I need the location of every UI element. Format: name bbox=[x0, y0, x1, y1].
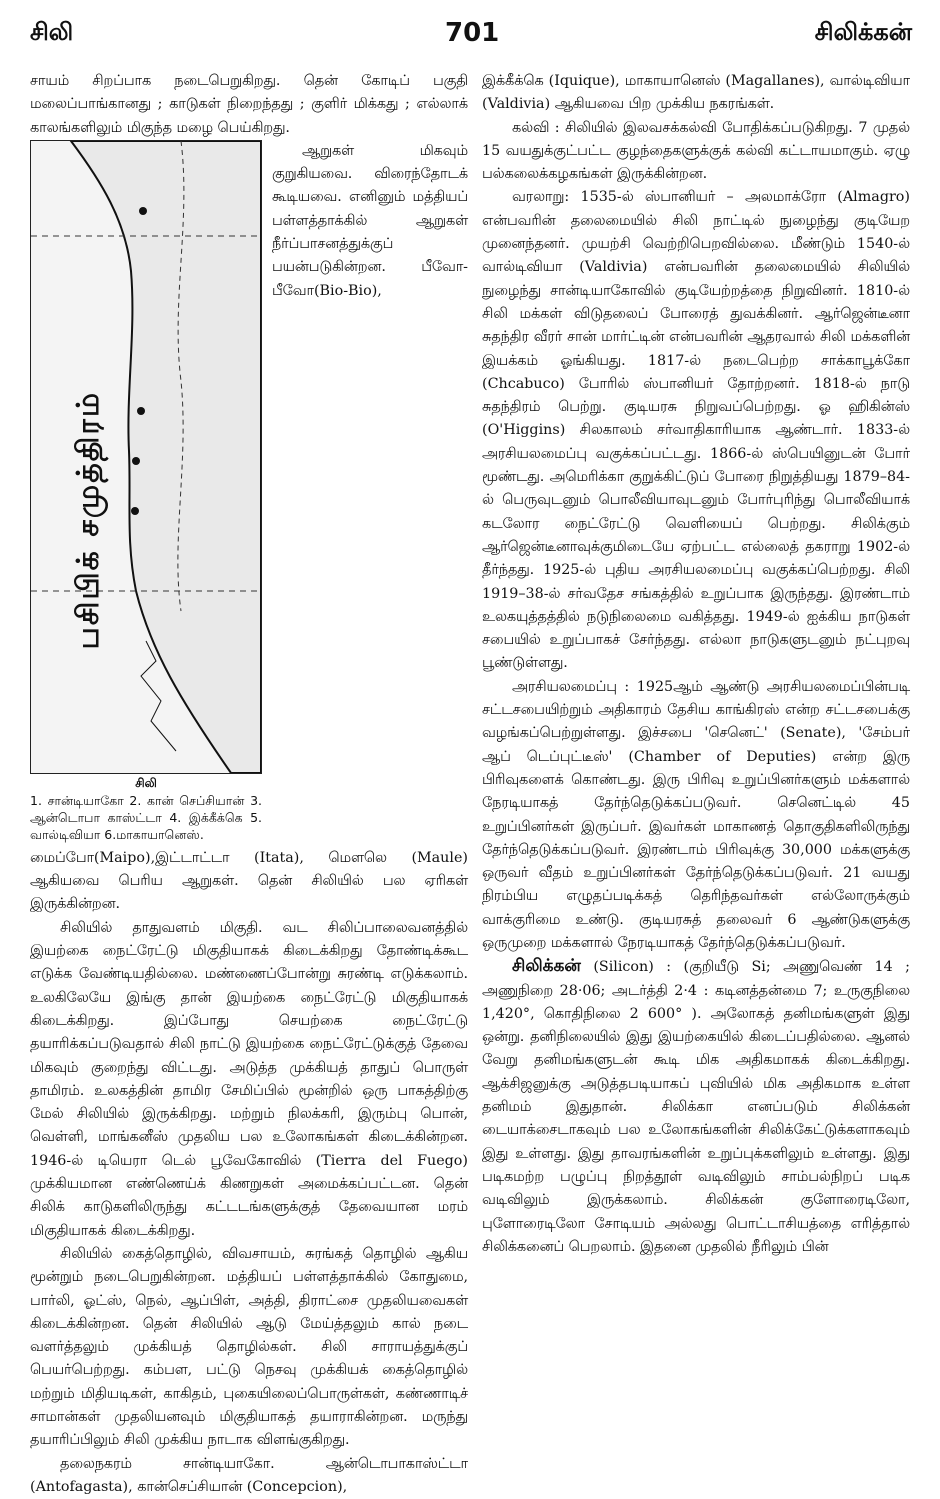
map-legend: 1. சான்டியாகோ 2. கான் செப்சியான் 3. ஆன்டொபா காஸ்ட்டா 4. இக்கீக்கெ 5. வால்டிவியா 6.மாகாயானெஸ். bbox=[30, 792, 262, 842]
running-head-right: சிலிக்கன் bbox=[814, 18, 912, 46]
intro-paragraph: சாயம் சிறப்பாக நடைபெறுகிறது. தென் கோடிப் பகுதி மலைப்பாங்கானது ; காடுகள் நிறைந்தது ; குளிர் மிக்கது ; எல்லாக் காலங்களிலும் மிகுந்த மழை பெய்கிறது. bbox=[30, 73, 468, 136]
entry-title: சிலிக்கன் bbox=[512, 956, 581, 977]
rivers-paragraph: ஆறுகள் மிகவும் குறுகியவை. விரைந்தோடக் கூடியவை. எனினும் மத்தியப் பள்ளத்தாக்கில் ஆறுகள் நீர்ப்பாசனத்துக்குப் பயன்படுகின்றன. பீவோ-பீவோ(Bio-Bio), மைப்போ(Maipo),இட்டாட்டா (Itata), மௌலெ (Maule) ஆகியவை பெரிய ஆறுகள். தென் சிலியில் பல ஏரிகள் இருக்கின்றன. bbox=[30, 142, 468, 913]
capital-paragraph: தலைநகரம் சான்டியாகோ. ஆன்டொபாகாஸ்ட்டா (Antofagasta), கான்செப்சியான் (Concepcion), bbox=[30, 1455, 468, 1495]
cities-paragraph: இக்கீக்கெ (Iquique), மாகாயானெஸ் (Magallanes), வால்டிவியா (Valdivia) ஆகியவை பிற முக்கிய நகரங்கள். bbox=[482, 73, 910, 113]
page-number: 701 bbox=[445, 18, 500, 48]
chile-map-figure bbox=[30, 140, 262, 843]
minerals-paragraph: சிலியில் தாதுவளம் மிகுதி. வட சிலிப்பாலைவனத்தில் இயற்கை நைட்ரேட்டு மிகுதியாகக் கிடைக்கிறது தோண்டிக்கூட எடுக்க வேண்டியதில்லை. மண்ணைப்போன்று சுரண்டி எடுக்கலாம். உலகிலேயே இங்கு தான் இயற்கை நைட்ரேட்டு மிகுதியாகக் கிடைக்கிறது. இப்போது செயற்கை நைட்ரேட்டு தயாரிக்கப்படுவதால் சிலி நாட்டு இயற்கை நைட்ரேட்டுக்குத் தேவை மிகவும் குறைந்து விட்டது. அடுத்த முக்கியத் தாதுப் பொருள் தாமிரம். உலகத்தின் தாமிர சேமிப்பில் மூன்றில் ஒரு பாகத்திற்கு மேல் சிலியில் இருக்கிறது. மற்றும் நிலக்கரி, இரும்பு பொன், வெள்ளி, மாங்கனீஸ் முதலிய பல உலோகங்கள் கிடைக்கின்றன. 1946-ல் டியெரா டெல் பூவேகோவில் (Tierra del Fuego) முக்கியமான எண்ணெய்க் கிணறுகள் அமைக்கப்பட்டன. தென் சிலிக் காடுகளிலிருந்து கட்டடங்களுக்குத் தேவையான மரம் மிகுதியாகக் கிடைக்கிறது. bbox=[30, 919, 468, 1239]
government-paragraph: அரசியலமைப்பு : 1925ஆம் ஆண்டு அரசியலமைப்பின்படி சட்டசபையிற்றும் அதிகாரம் தேசிய காங்கிரஸ் என்ற சட்டசபைக்கு வழங்கப்பெற்றுள்ளது. இச்சபை 'செனெட்' (Senate), 'சேம்பர் ஆப் டெப்புட்டீஸ்' (Chamber of Deputies) என்ற இரு பிரிவுகளைக் கொண்டது. இரு பிரிவு உறுப்பினர்களும் மக்களால் நேரடியாகத் தேர்ந்தெடுக்கப்படுவர். செனெட்டில் 45 உறுப்பினர்கள் இருப்பர். இவர்கள் மாகாணத் தொகுதிகளிலிருந்து தேர்ந்தெடுக்கப்படுவர். இரண்டாம் பிரிவுக்கு 30,000 மக்களுக்கு ஒருவர் வீதம் உறுப்பினர்கள் தேர்ந்தெடுக்கப்படுவர். 21 வயது நிரம்பிய எழுதப்படிக்கத் தெரிந்தவர்கள் எல்லோருக்கும் வாக்குரிமை உண்டு. குடியரசுத் தலைவர் 6 ஆண்டுகளுக்கு ஒருமுறை மக்களால் நேரடியாகத் தேர்ந்தெடுக்கப்படுவர். bbox=[482, 678, 910, 951]
history-paragraph: வரலாறு: 1535-ல் ஸ்பானியர் – அலமாக்ரோ (Almagro) என்பவரின் தலைமையில் சிலி நாட்டில் நுழைந்து குடியேற முனைந்தனர். முயற்சி வெற்றிபெறவில்லை. மீண்டும் 1540-ல் வால்டிவியா (Valdivia) என்பவரின் தலைமையில் சிலியில் நுழைந்து சான்டியாகோவில் குடியேற்றத்தை நிறுவினர். 1810-ல் சிலி மக்கள் விடுதலைப் போரைத் துவக்கினர். ஆர்ஜென்டீனா சுதந்திர வீரர் சான் மார்ட்டின் என்பவரின் ஆதரவால் சிலி மக்களின் இயக்கம் ஓங்கியது. 1817-ல் நடைபெற்ற சாக்காபூக்கோ (Chcabuco) போரில் ஸ்பானியர் தோற்றனர். 1818-ல் நாடு சுதந்திரம் பெற்று. குடியரசு நிறுவப்பெற்றது. ஓ ஹிகின்ஸ் (O'Higgins) சிலகாலம் சர்வாதிகாரியாக ஆண்டார். 1833-ல் அரசியலமைப்பு வகுக்கப்பட்டது. 1866-ல் ஸ்பெயினுடன் போர் மூண்டது. அமெரிக்கா குறுக்கிட்டுப் போரை நிறுத்தியது 1879–84-ல் பெருவுடனும் பொலீவியாவுடனும் போர்புரிந்து பொலீவியாக் கடலோர நைட்ரேட்டு வெளியைப் பெற்றது. சிலிக்கும் ஆர்ஜென்டீனாவுக்குமிடையே ஏற்பட்ட எல்லைத் தகராறு 1902-ல் தீர்ந்தது. 1925-ல் புதிய அரசியலமைப்பு வகுக்கப்பெற்றது. சிலி 1919–38-ல் சர்வதேச சங்கத்தில் உறுப்பாக இருந்தது. இரண்டாம் உலகயுத்தத்தில் நடுநிலைமை வகித்தது. 1949-ல் ஐக்கிய நாடுகள் சபையில் உறுப்பாகச் சேர்ந்தது. எல்லா நாடுகளுடனும் நட்புறவு பூண்டுள்ளது. bbox=[482, 189, 910, 672]
entry-body: (Silicon) : (குறியீடு Si; அணுவெண் 14 ; அணுநிறை 28·06; அடர்த்தி 2·4 : கடினத்தன்மை 7; உருகுநிலை 1,420°, கொதிநிலை 2 600° ). அலோகத் தனிமங்களுள் இது ஒன்று. தனிநிலையில் இது இயற்கையில் கிடைப்பதில்லை. ஆனல் வேறு தனிமங்களுடன் கூடி மிக அதிகமாகக் கிடைக்கிறது. ஆக்சிஜனுக்கு அடுத்தபடியாகப் புவியில் மிக அதிகமாக உள்ள தனிமம் இதுதான். சிலிக்கா எனப்படும் சிலிக்கன் டையாக்சைடாகவும் பல உலோகங்களின் சிலிக்கேட்டுக்களாகவும் இது உள்ளது. இது தாவரங்களின் உறுப்புக்களிலும் உள்ளது. இது படிகமற்ற பழுப்பு நிறத்தூள் வடிவிலும் சாம்பல்நிறப் படிக வடிவிலும் இருக்கலாம். சிலிக்கன் குளோரைடிலோ, புளோரைடிலோ சோடியம் அல்லது பொட்டாசியத்தை எரித்தால் சிலிக்கனைப் பெறலாம். இதனை முதலில் நீரிலும் பின் bbox=[482, 959, 910, 1255]
map-caption: சிலி bbox=[135, 775, 157, 790]
industry-paragraph: சிலியில் கைத்தொழில், விவசாயம், சுரங்கத் தொழில் ஆகிய மூன்றும் நடைபெறுகின்றன. மத்தியப் பள்ளத்தாக்கில் கோதுமை, பார்லி, ஓட்ஸ், நெல், ஆப்பிள், அத்தி, திராட்சை முதலியவைகள் கிடைக்கின்றன. தென் சிலியில் ஆடு மேய்த்தலும் கால் நடை வளர்த்தலும் முக்கியத் தொழில்கள். சிலி சாராயத்துக்குப் பெயர்பெற்றது. கம்பள, பட்டு நெசவு முக்கியக் கைத்தொழில் மற்றும் மிதியடிகள், காகிதம், புகையிலைப்பொருள்கள், கண்ணாடிச் சாமான்கள் முதலியனவும் மிகுதியாகத் தயாராகின்றன. மருந்து தயாரிப்பிலும் சிலி முக்கிய நாடாக விளங்குகிறது. bbox=[30, 1245, 468, 1449]
silicon-entry bbox=[482, 955, 910, 1259]
map-drawing bbox=[31, 141, 261, 773]
map-ocean-label: பசிபிக் சமுத்திரம் bbox=[71, 390, 106, 650]
chile-map bbox=[30, 140, 262, 774]
right-column bbox=[482, 70, 910, 1259]
education-paragraph: கல்வி : சிலியில் இலவசக்கல்வி போதிக்கப்படுகிறது. 7 முதல் 15 வயதுக்குட்பட்ட குழந்தைகளுக்குக் கல்வி கட்டாயமாகும். ஏழு பல்கலைக்கழகங்கள் இருக்கின்றன. bbox=[482, 119, 910, 183]
running-head-left: சிலி bbox=[30, 18, 74, 46]
left-column bbox=[30, 70, 468, 1499]
